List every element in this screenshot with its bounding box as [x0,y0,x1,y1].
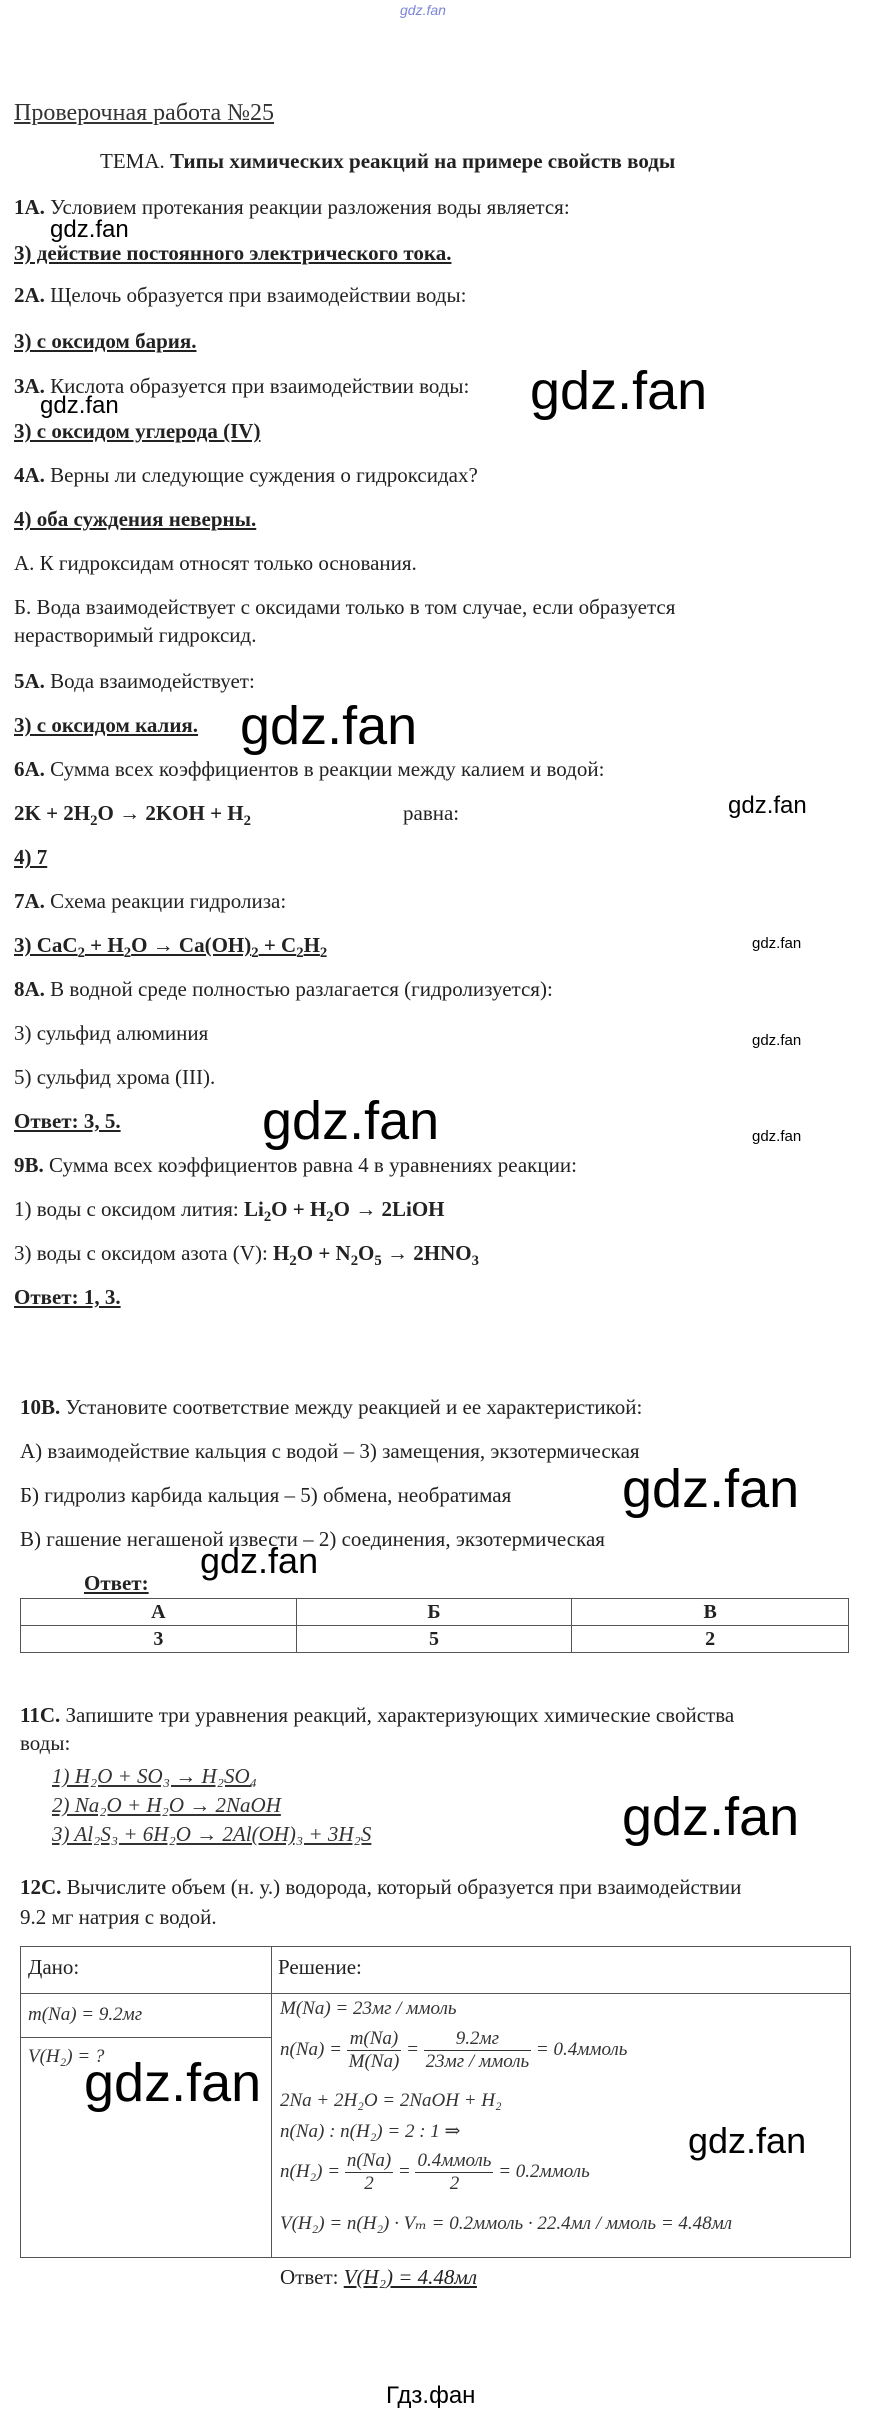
q2-question [14,282,466,308]
solution-step-5: n(H₂) = $\frac{n(Na)}{2}$ = $\frac{\text{0.4ммоль}}{2}$ = 0.2ммоль [280,2150,590,2194]
footer-watermark: Гдз.фан [386,2382,476,2409]
q7-answer: 3) $CaC_2 + H_2O \to Ca(OH)_2 + C_2H_2$ [14,933,328,962]
solution-step-3: 2Na + 2H₂O = 2NaOH + H₂ [280,2090,502,2111]
q3-text: Кислота образуется при взаимодействии воды: [50,374,470,398]
q10-item-a: А) взаимодействие кальция с водой – 3) замещения, экзотермическая [20,1439,640,1463]
q12-text-1: Вычислите объем (н. у.) водорода, который образуется при взаимодействии [66,1875,742,1899]
q1-answer: 3) действие постоянного электрического тока. [14,241,452,265]
given-label: Дано: [28,1955,80,1979]
q9-line-3: 3) воды с оксидом азота (V): $H_2O + N_2O_5 \to 2HNO_3$ [14,1241,479,1270]
table-row [21,1626,849,1653]
q5-answer: 3) с оксидом калия. [14,713,199,737]
q7-text: Схема реакции гидролиза: [50,889,287,913]
q10-text: Установите соответствие между реакцией и ее характеристикой: [65,1395,643,1419]
q3-answer: 3) с оксидом углерода (IV) [14,419,261,443]
q6-answer: 4) 7 [14,845,48,869]
q10-num: 10В. [20,1395,61,1419]
q4-text: Верны ли следующие суждения о гидроксидах? [50,463,478,487]
q6-equation: $2K + 2H_2O \to 2KOH + H_2$ [14,801,251,830]
q8-question [14,976,553,1002]
q11-text-1: Запишите три уравнения реакций, характеризующих химические свойства [65,1703,735,1727]
table-header-cell: В [572,1599,849,1626]
q8-option-1: 3) сульфид алюминия [14,1021,209,1045]
topic-text: Типы химических реакций на примере свойств воды [170,149,676,173]
q10-question [20,1394,642,1420]
q6-num: 6А. [14,757,45,781]
q11-num: 11С. [20,1703,61,1727]
q4-answer: 4) оба суждения неверны. [14,507,257,531]
table-cell: 3 [21,1626,297,1653]
q2-answer: 3) с оксидом бария. [14,329,197,353]
q4-statement-a: А. К гидроксидам относят только основания. [14,551,417,575]
watermark-1: gdz.fan [50,216,129,243]
q3-num: 3А. [14,374,45,398]
q8-option-2: 5) сульфид хрома (III). [14,1065,216,1089]
q7-question [14,888,286,914]
q11-equation-3: 3) Al₂S₃ + 6H₂O → 2Al(OH)₃ + 3H₂S [52,1822,372,1846]
topic-prefix: ТЕМА. [100,149,165,173]
q9-question [14,1152,577,1178]
table-cell: 2 [572,1626,849,1653]
q2-num: 2А. [14,283,45,307]
watermark-4: gdz.fan [240,696,418,756]
q8-text: В водной среде полностью разлагается (гидролизуется): [50,977,553,1001]
q8-num: 8А. [14,977,45,1001]
q4-statement-b2: нерастворимый гидроксид. [14,623,257,647]
q9-line-1: 1) воды с оксидом лития: $Li_2O + H_2O$ → 2LiOH [14,1197,445,1226]
topic-line [100,148,675,174]
watermark-3: gdz.fan [40,392,119,419]
watermark-10: gdz.fan [622,1459,800,1519]
table-cell: 5 [296,1626,572,1653]
q5-question [14,668,255,694]
watermark-6: gdz.fan [752,935,802,952]
q12-num: 12С. [20,1875,62,1899]
q4-statement-b1: Б. Вода взаимодействует с оксидами только в том случае, если образуется [14,595,676,619]
solution-step-2: n(Na) = $\frac{m(Na)}{M(Na)}$ = $\frac{9.2мг}{\text{23мг / ммоль}}$ = 0.4ммоль [280,2028,628,2072]
watermark-2: gdz.fan [530,361,708,421]
q12-answer-value: V(H₂) = 4.48мл [343,2265,477,2289]
watermark-13: gdz.fan [84,2053,262,2113]
q9-num: 9В. [14,1153,44,1177]
q7-num: 7А. [14,889,45,913]
q12-question-line-1 [20,1874,741,1900]
q1-num: 1А. [14,195,45,219]
watermark-8: gdz.fan [262,1091,440,1151]
q2-text: Щелочь образуется при взаимодействии воды: [50,283,467,307]
q1-text: Условием протекания реакции разложения воды является: [50,195,570,219]
q6-text: Сумма всех коэффициентов в реакции между калием и водой: [50,757,605,781]
watermark-12: gdz.fan [622,1787,800,1847]
q12-answer [280,2264,477,2290]
header-watermark: gdz.fan [400,2,446,18]
solution-step-6: V(H₂) = n(H₂) · Vₘ = 0.2ммоль · 22.4мл / ммоль = 4.48мл [280,2213,733,2234]
watermark-14: gdz.fan [688,2120,807,2161]
watermark-9: gdz.fan [752,1128,802,1145]
table-header-cell: А [21,1599,297,1626]
solution-step-4: n(Na) : n(H₂) = 2 : 1 ⇒ [280,2121,461,2142]
q12-answer-label: Ответ: [280,2265,339,2289]
q10-answer-label: Ответ: [84,1571,149,1595]
table-header-cell: Б [296,1599,572,1626]
watermark-7: gdz.fan [752,1032,802,1049]
given-value-2: V(H₂) = ? [28,2046,105,2067]
q9-answer: Ответ: 1, 3. [14,1285,121,1309]
q6-equals: равна: [403,801,460,825]
q11-equation-2: 2) Na₂O + H₂O → 2NaOH [52,1793,281,1817]
q11-equation-1: 1) H₂O + SO₃ → H₂SO₄ [52,1764,257,1788]
q9-text: Сумма всех коэффициентов равна 4 в уравнениях реакции: [49,1153,577,1177]
page-title: Проверочная работа №25 [14,100,275,126]
q4-question [14,462,478,488]
solution-step-1: M(Na) = 23мг / ммоль [280,1998,457,2019]
q8-answer: Ответ: 3, 5. [14,1109,121,1133]
solution-label: Решение: [278,1955,362,1979]
watermark-11: gdz.fan [200,1540,319,1581]
q10-answer-table [20,1598,849,1653]
q10-item-c: В) гашение негашеной извести – 2) соединения, экзотермическая [20,1527,605,1551]
q5-text: Вода взаимодействует: [50,669,255,693]
q10-item-b: Б) гидролиз карбида кальция – 5) обмена, необратимая [20,1483,512,1507]
q4-num: 4А. [14,463,45,487]
watermark-5: gdz.fan [728,792,807,819]
q5-num: 5А. [14,669,45,693]
q11-question-line-1 [20,1702,734,1728]
given-value-1: m(Na) = 9.2мг [28,2004,143,2025]
q11-question-line-2: воды: [20,1731,71,1755]
table-row [21,1599,849,1626]
q6-question [14,756,604,782]
q12-question-line-2: 9.2 мг натрия с водой. [20,1905,217,1929]
